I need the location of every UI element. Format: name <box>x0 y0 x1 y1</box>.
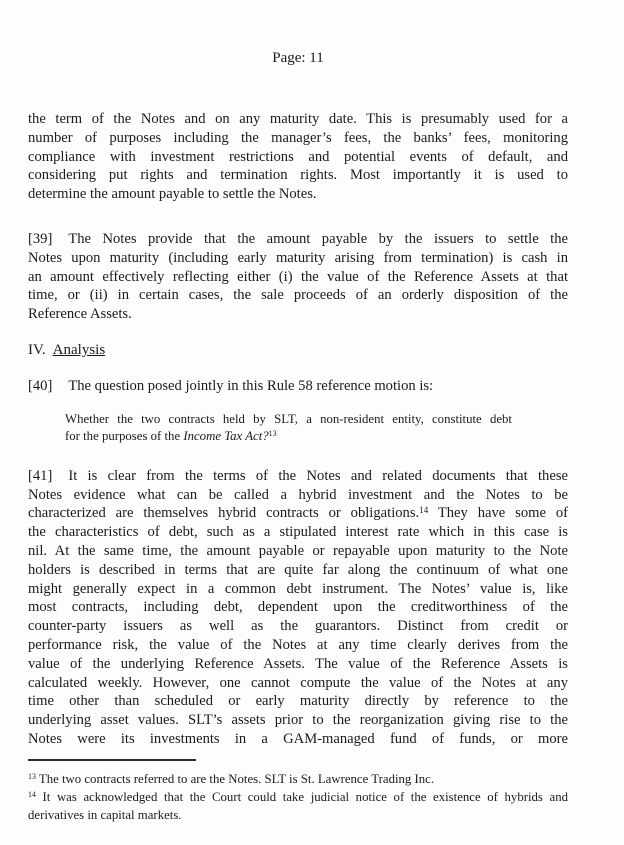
paragraph-40 <box>28 377 568 396</box>
text-line: the characteristics of debt, such as a stipulated interest rate which in this case is <box>28 524 568 541</box>
footnote-14 <box>28 788 568 824</box>
text-line: nil. At the same time, the amount payable or repayable upon maturity to the Note <box>28 542 568 559</box>
paragraph-number: [39] <box>28 230 53 247</box>
text-line: compliance with investment restrictions and potential events of default, and <box>28 148 568 165</box>
text-line: [39] The Notes provide that the amount payable by the issuers to settle the <box>28 230 568 247</box>
block-quote <box>65 411 512 445</box>
text-line: $^{14}$ It was acknowledged that the Court could take judicial notice of the existence of hybrids and <box>28 789 568 804</box>
text-column <box>28 49 568 824</box>
superscript-reference: 13 <box>268 429 277 439</box>
footnote-separator <box>28 759 196 761</box>
text-line: [41] It is clear from the terms of the Notes and related documents that these <box>28 467 568 484</box>
text-line: holders is described in terms that are quite far along the continuum of what one <box>28 561 568 578</box>
text-line: for the purposes of the Income Tax Act?$^{13}$ <box>65 428 277 443</box>
paragraph-number: [40] <box>28 377 53 394</box>
paragraph-intro <box>28 110 568 204</box>
paragraph-41 <box>28 467 568 749</box>
text-line: $^{13}$ The two contracts referred to are the Notes. SLT is St. Lawrence Trading Inc. <box>28 771 435 786</box>
text-line: counter-party issuers as well as the guarantors. Distinct from credit or <box>28 618 568 635</box>
superscript-reference: 13 <box>28 772 36 782</box>
text-line: derivatives in capital markets. <box>28 807 182 822</box>
text-line: determine the amount payable to settle the Notes. <box>28 186 317 203</box>
superscript-reference: 14 <box>419 505 429 516</box>
text-line: time other than scheduled or early maturity directly by reference to the <box>28 693 568 710</box>
paragraph-39 <box>28 230 568 324</box>
text-line: considering put rights and termination rights. Most importantly it is used to <box>28 167 568 184</box>
text-line: Notes upon maturity (including early maturity arising from termination) is cash in <box>28 249 568 266</box>
footnotes <box>28 770 568 824</box>
text-line: number of purposes including the manager’s fees, the banks’ fees, monitoring <box>28 129 568 146</box>
section-title: Analysis <box>52 341 106 358</box>
text-line: Notes were its investments in a GAM-managed fund of funds, or more <box>28 730 568 747</box>
text-line: value of the underlying Reference Assets. The value of the Reference Assets is <box>28 655 568 672</box>
text-line: the term of the Notes and on any maturity date. This is presumably used for a <box>28 111 568 127</box>
text-line: time, or (ii) in certain cases, the sale proceeds of an orderly disposition of the <box>28 287 568 304</box>
text-line: underlying asset values. SLT’s assets prior to the reorganization giving rise to the <box>28 712 568 729</box>
text-line: characterized are themselves hybrid contracts or obligations.$^{14}$ They have some of <box>28 505 568 522</box>
paragraph-number: [41] <box>28 467 53 484</box>
page-number-header: Page: 11 <box>272 50 324 66</box>
text-line: performance risk, the value of the Notes at any time clearly derives from the <box>28 636 568 653</box>
section-numeral: IV. <box>28 341 46 358</box>
text-line: most contracts, including debt, dependent upon the creditworthiness of the <box>28 599 568 616</box>
text-line: an amount effectively reflecting either (i) the value of the Reference Assets at that <box>28 268 568 285</box>
text-line: calculated weekly. However, one cannot compute the value of the Notes at any <box>28 674 568 691</box>
italic-text: Income Tax Act? <box>183 428 269 443</box>
footnote-13 <box>28 770 568 788</box>
superscript-reference: 14 <box>28 790 36 800</box>
text-line: Notes evidence what can be called a hybrid investment and the Notes to be <box>28 486 568 503</box>
section-heading <box>28 341 568 360</box>
text-line: Reference Assets. <box>28 306 132 323</box>
text-line: might generally expect in a common debt instrument. The Notes’ value is, like <box>28 580 568 597</box>
text-line: [40] The question posed jointly in this Rule 58 reference motion is: <box>28 377 434 394</box>
text-line: Whether the two contracts held by SLT, a non-resident entity, constitute debt <box>65 411 512 426</box>
